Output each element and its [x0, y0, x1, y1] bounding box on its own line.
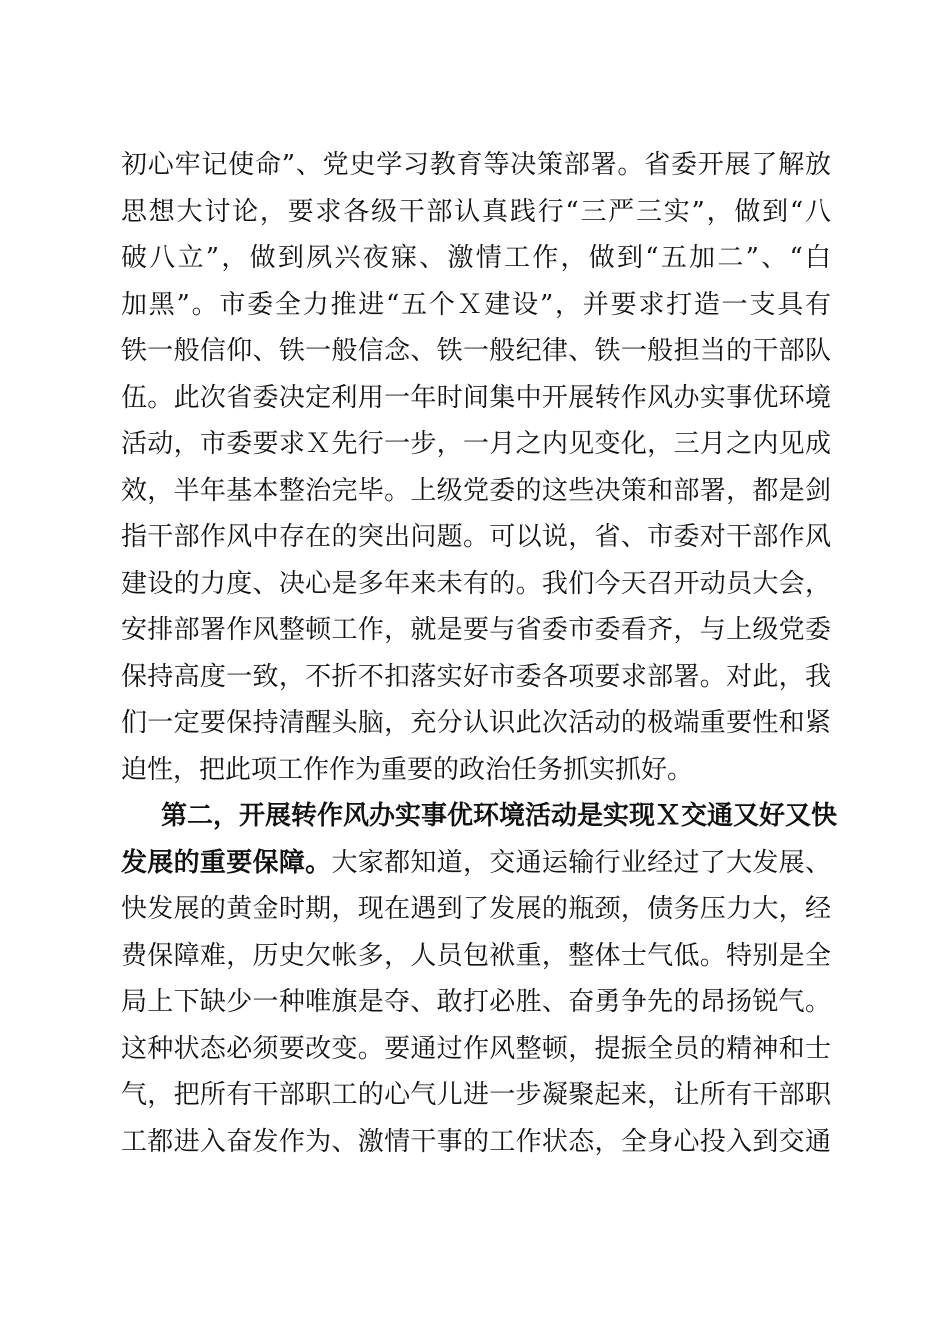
text-line: 保持高度一致，不折不扣落实好市委各项要求部署。对此，我 — [121, 661, 831, 692]
text-line: 思想大讨论，要求各级干部认真践行“三严三实”，做到“八 — [121, 196, 831, 227]
text-line: 效，半年基本整治完毕。上级党委的这些决策和部署，都是剑 — [121, 475, 831, 506]
text-line-rest: 大家都知道，交通运输行业经过了大发展、 — [331, 847, 831, 878]
text-line: 快发展的黄金时期，现在遇到了发展的瓶颈，债务压力大，经 — [121, 894, 831, 924]
text-line: 铁一般信仰、铁一般信念、铁一般纪律、铁一般担当的干部队 — [121, 336, 831, 366]
text-line: 活动，市委要求Ｘ先行一步，一月之内见变化，三月之内见成 — [121, 429, 831, 459]
section-heading-tail: 发展的重要保障。 — [121, 847, 332, 878]
text-line: 局上下缺少一种唯旗是夺、敢打必胜、奋勇争先的昂扬锐气。 — [121, 987, 831, 1017]
text-line: 工都进入奋发作为、激情干事的工作状态，全身心投入到交通 — [121, 1126, 831, 1157]
text-line: 这种状态必须要改变。要通过作风整顿，提振全员的精神和士 — [121, 1033, 831, 1064]
text-line: 加黑”。市委全力推进“五个Ｘ建设”，并要求打造一支具有 — [121, 289, 831, 320]
text-line: 破八立”，做到夙兴夜寐、激情工作，做到“五加二”、“白 — [121, 243, 831, 273]
text-line-mixed — [121, 840, 831, 887]
text-line: 气，把所有干部职工的心气儿进一步凝聚起来，让所有干部职 — [121, 1080, 831, 1110]
section-heading-line: 第二，开展转作风办实事优环境活动是实现Ｘ交通又好又快 — [161, 801, 838, 831]
text-line: 们一定要保持清醒头脑，充分认识此次活动的极端重要性和紧 — [121, 708, 831, 738]
text-line: 指干部作风中存在的突出问题。可以说，省、市委对干部作风 — [121, 522, 831, 552]
text-line: 伍。此次省委决定利用一年时间集中开展转作风办实事优环境 — [121, 382, 831, 413]
document-body — [121, 142, 838, 1165]
text-line: 迫性，把此项工作作为重要的政治任务抓实抓好。 — [121, 754, 694, 785]
text-line: 初心牢记使命”、党史学习教育等决策部署。省委开展了解放 — [121, 150, 831, 180]
text-line: 安排部署作风整顿工作，就是要与省委市委看齐，与上级党委 — [121, 615, 831, 645]
text-line: 费保障难，历史欠帐多，人员包袱重，整体士气低。特别是全 — [121, 940, 831, 971]
text-line: 建设的力度、决心是多年来未有的。我们今天召开动员大会， — [121, 568, 831, 599]
